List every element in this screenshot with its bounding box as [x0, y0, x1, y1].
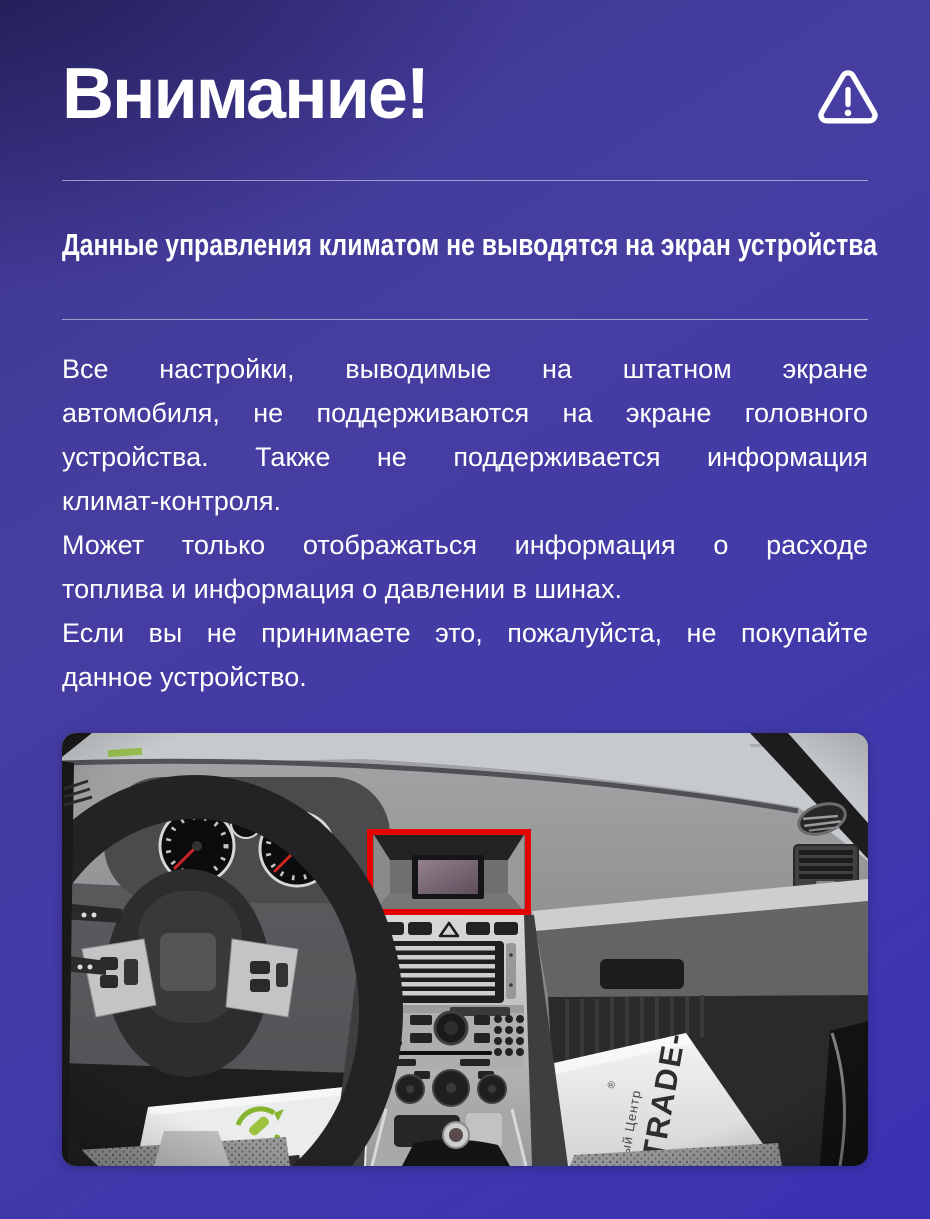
page-title: Внимание! [62, 54, 428, 134]
divider-bottom [62, 319, 868, 320]
body-line: устройства. Также не поддерживается информация [62, 442, 868, 472]
body-line: автомобиля, не поддерживаются на экране головного [62, 398, 868, 428]
warning-exclamation-dot [845, 110, 852, 117]
divider-top [62, 180, 868, 181]
dashboard-photo-svg [62, 733, 868, 1166]
body-line: Если вы не принимаете это, пожалуйста, не покупайте [62, 618, 868, 648]
body-line: климат-контроля. [62, 486, 282, 516]
warning-body [62, 347, 868, 699]
dashboard-photo [62, 733, 868, 1166]
photo-vignette [62, 733, 868, 1166]
warning-triangle-icon [812, 63, 884, 131]
body-line: Все настройки, выводимые на штатном экране [62, 354, 868, 384]
body-line: данное устройство. [62, 662, 307, 692]
warning-subtitle: Данные управления климатом не выводятся на экран устройства [62, 227, 878, 262]
body-line: топлива и информация о давлении в шинах. [62, 574, 623, 604]
body-line: Может только отображаться информация о расходе [62, 530, 868, 560]
